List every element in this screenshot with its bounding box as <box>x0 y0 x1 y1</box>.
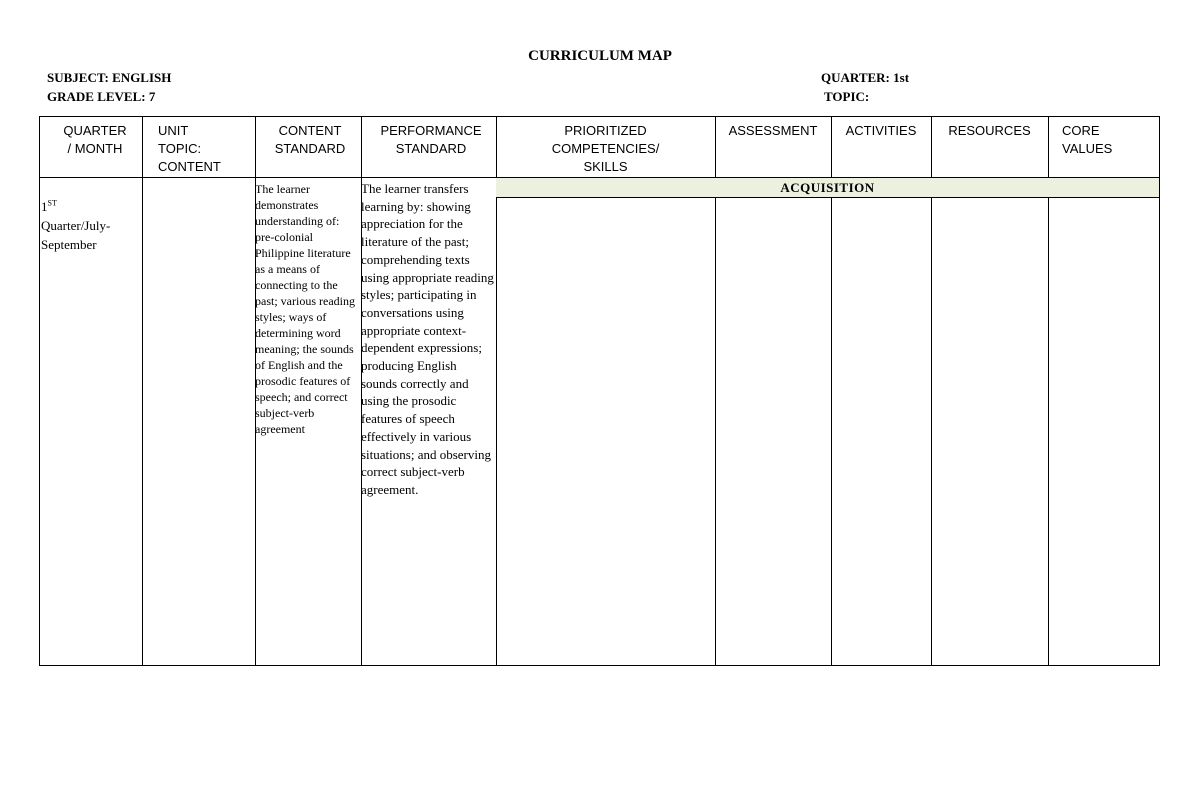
quarter-cell <box>41 197 141 254</box>
acquisition-band <box>496 177 1159 198</box>
header-activities: ACTIVITIES <box>845 123 917 138</box>
quarter-label: QUARTER: 1st <box>821 70 910 85</box>
page-title: CURRICULUM MAP <box>528 48 672 64</box>
subject-label: SUBJECT: ENGLISH <box>47 70 172 85</box>
column-divider <box>931 117 932 665</box>
header-divider <box>40 177 496 178</box>
column-divider <box>496 117 497 665</box>
header-content-standard: CONTENT STANDARD <box>274 123 346 156</box>
grade-level-label: GRADE LEVEL: 7 <box>47 89 156 104</box>
quarter-suffix: ST <box>47 198 57 208</box>
header-core-values: CORE VALUES <box>1062 123 1113 156</box>
header-resources: RESOURCES <box>948 123 1031 138</box>
curriculum-table <box>39 116 1160 666</box>
acquisition-label: ACQUISITION <box>780 180 875 195</box>
header-assessment: ASSESSMENT <box>728 123 818 138</box>
column-divider <box>715 117 716 665</box>
header-prioritized-competencies: PRIORITIZED COMPETENCIES/ SKILLS <box>551 123 660 174</box>
column-divider <box>831 117 832 665</box>
performance-standard-text: The learner transfers learning by: showing appreciation for the literature of the past; comprehending texts using appropriate reading styles; participating in conversations using appropriate context-dependent expressions; producing English sounds correctly and using the prosodic features of speech effectively in various situations; and observing correct subject-verb agreement. <box>361 181 494 497</box>
quarter-months: Quarter/July- September <box>41 218 111 252</box>
quarter-number: 1 <box>41 199 48 214</box>
topic-label: TOPIC: <box>824 89 870 104</box>
header-unit-topic: UNIT TOPIC: CONTENT <box>158 123 221 174</box>
header-quarter-month: QUARTER / MONTH <box>63 123 127 156</box>
header-performance-standard: PERFORMANCE STANDARD <box>380 123 482 156</box>
column-divider <box>1048 117 1049 665</box>
content-standard-text: The learner demonstrates understanding of: pre-colonial Philippine literature as a means of connecting to the past; various reading styles; ways of determining word meaning; the sounds of English and the prosodic features of speech; and correct subject-verb agreement <box>255 182 355 436</box>
column-divider <box>142 117 143 665</box>
